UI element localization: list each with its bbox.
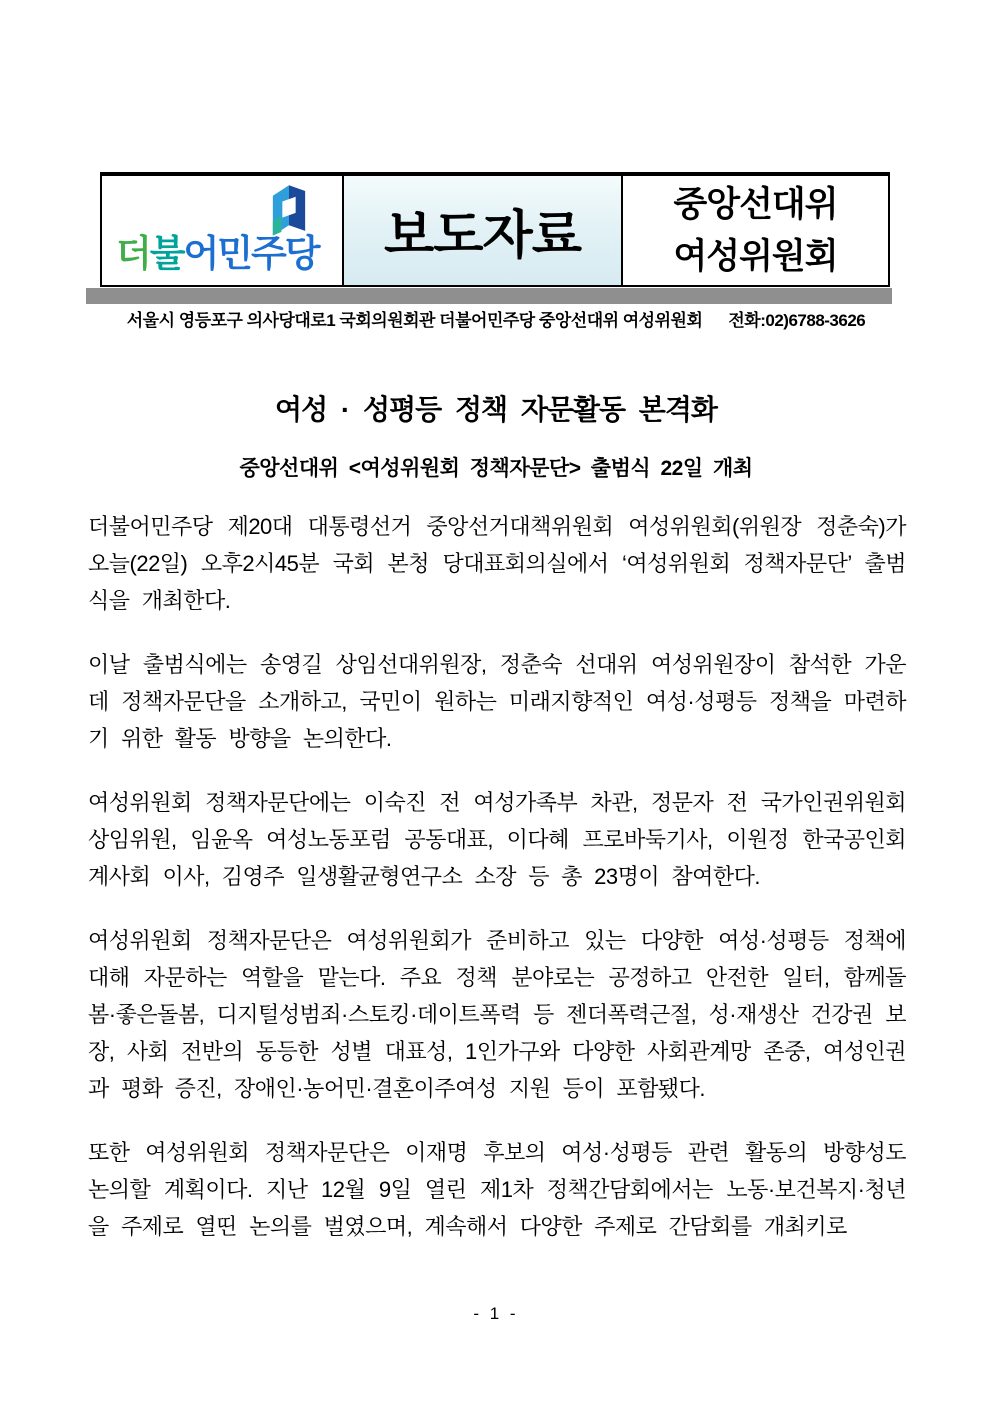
body-paragraph-4: 여성위원회 정책자문단은 여성위원회가 준비하고 있는 다양한 여성·성평등 정책에 대해 자문하는 역할을 맡는다. 주요 정책 분야로는 공정하고 안전한 일터, 함께돌봄·좋은돌봄, 디지털성범죄·스토킹·데이트폭력 등 젠더폭력근절, 성·재생산 건강권 보장, 사회 전반의 동등한 성별 대표성, 1인가구와 다양한 사회관계망 존중, 여성인권과 평화 증진, 장애인·농어민·결혼이주여성 지원 등이 포함됐다.	[88, 928, 906, 1101]
org-name-line2: 여성위원회	[673, 236, 838, 276]
header-cell-press-release	[342, 176, 623, 285]
party-logo-wordmark	[116, 223, 319, 277]
address-line	[0, 306, 992, 331]
body-paragraph-2: 이날 출범식에는 송영길 상임선대위원장, 정춘숙 선대위 여성위원장이 참석한 가운데 정책자문단을 소개하고, 국민이 원하는 미래지향적인 여성·성평등 정책을 마련하기 위한 활동 방향을 논의한다.	[88, 652, 906, 751]
org-name-line1: 중앙선대위	[673, 184, 838, 224]
logo-char: 불	[149, 233, 184, 274]
header-table	[100, 172, 890, 287]
logo-char: 당	[284, 233, 319, 274]
header-cell-organization	[623, 176, 888, 285]
logo-char: 주	[251, 233, 285, 274]
logo-char: 민	[217, 233, 251, 274]
phone-number: 전화:02)6788-3626	[728, 311, 866, 330]
document-title: 여성 · 성평등 정책 자문활동 본격화	[275, 394, 717, 425]
logo-char: 어	[183, 233, 218, 274]
header-cell-logo	[102, 176, 342, 285]
body-paragraph-1: 더불어민주당 제20대 대통령선거 중앙선거대책위원회 여성위원회(위원장 정춘숙)가 오늘(22일) 오후2시45분 국회 본청 당대표회의실에서 ‘여성위원회 정책자문단’ 출범식을 개최한다.	[88, 514, 906, 613]
body-paragraph-5: 또한 여성위원회 정책자문단은 이재명 후보의 여성·성평등 관련 활동의 방향성도 논의할 계획이다. 지난 12월 9일 열린 제1차 정책간담회에서는 노동·보건복지·청년을 주제로 열띤 논의를 벌였으며, 계속해서 다양한 주제로 간담회를 개최키로	[88, 1140, 906, 1239]
document-subtitle: 중앙선대위 <여성위원회 정책자문단> 출범식 22일 개최	[239, 457, 753, 480]
page-number: - 1 -	[473, 1304, 519, 1323]
body-paragraph-3: 여성위원회 정책자문단에는 이숙진 전 여성가족부 차관, 정문자 전 국가인권위원회 상임위원, 임윤옥 여성노동포럼 공동대표, 이다혜 프로바둑기사, 이원정 한국공인회계사회 이사, 김영주 일생활균형연구소 소장 등 총 23명이 참여한다.	[88, 790, 906, 889]
document-body	[88, 508, 906, 1272]
address-text: 서울시 영등포구 의사당대로1 국회의원회관 더불어민주당 중앙선대위 여성위원회	[126, 311, 703, 330]
press-release-label: 보도자료	[384, 207, 581, 265]
logo-char: 더	[116, 233, 150, 274]
header-divider-bar	[86, 288, 892, 304]
